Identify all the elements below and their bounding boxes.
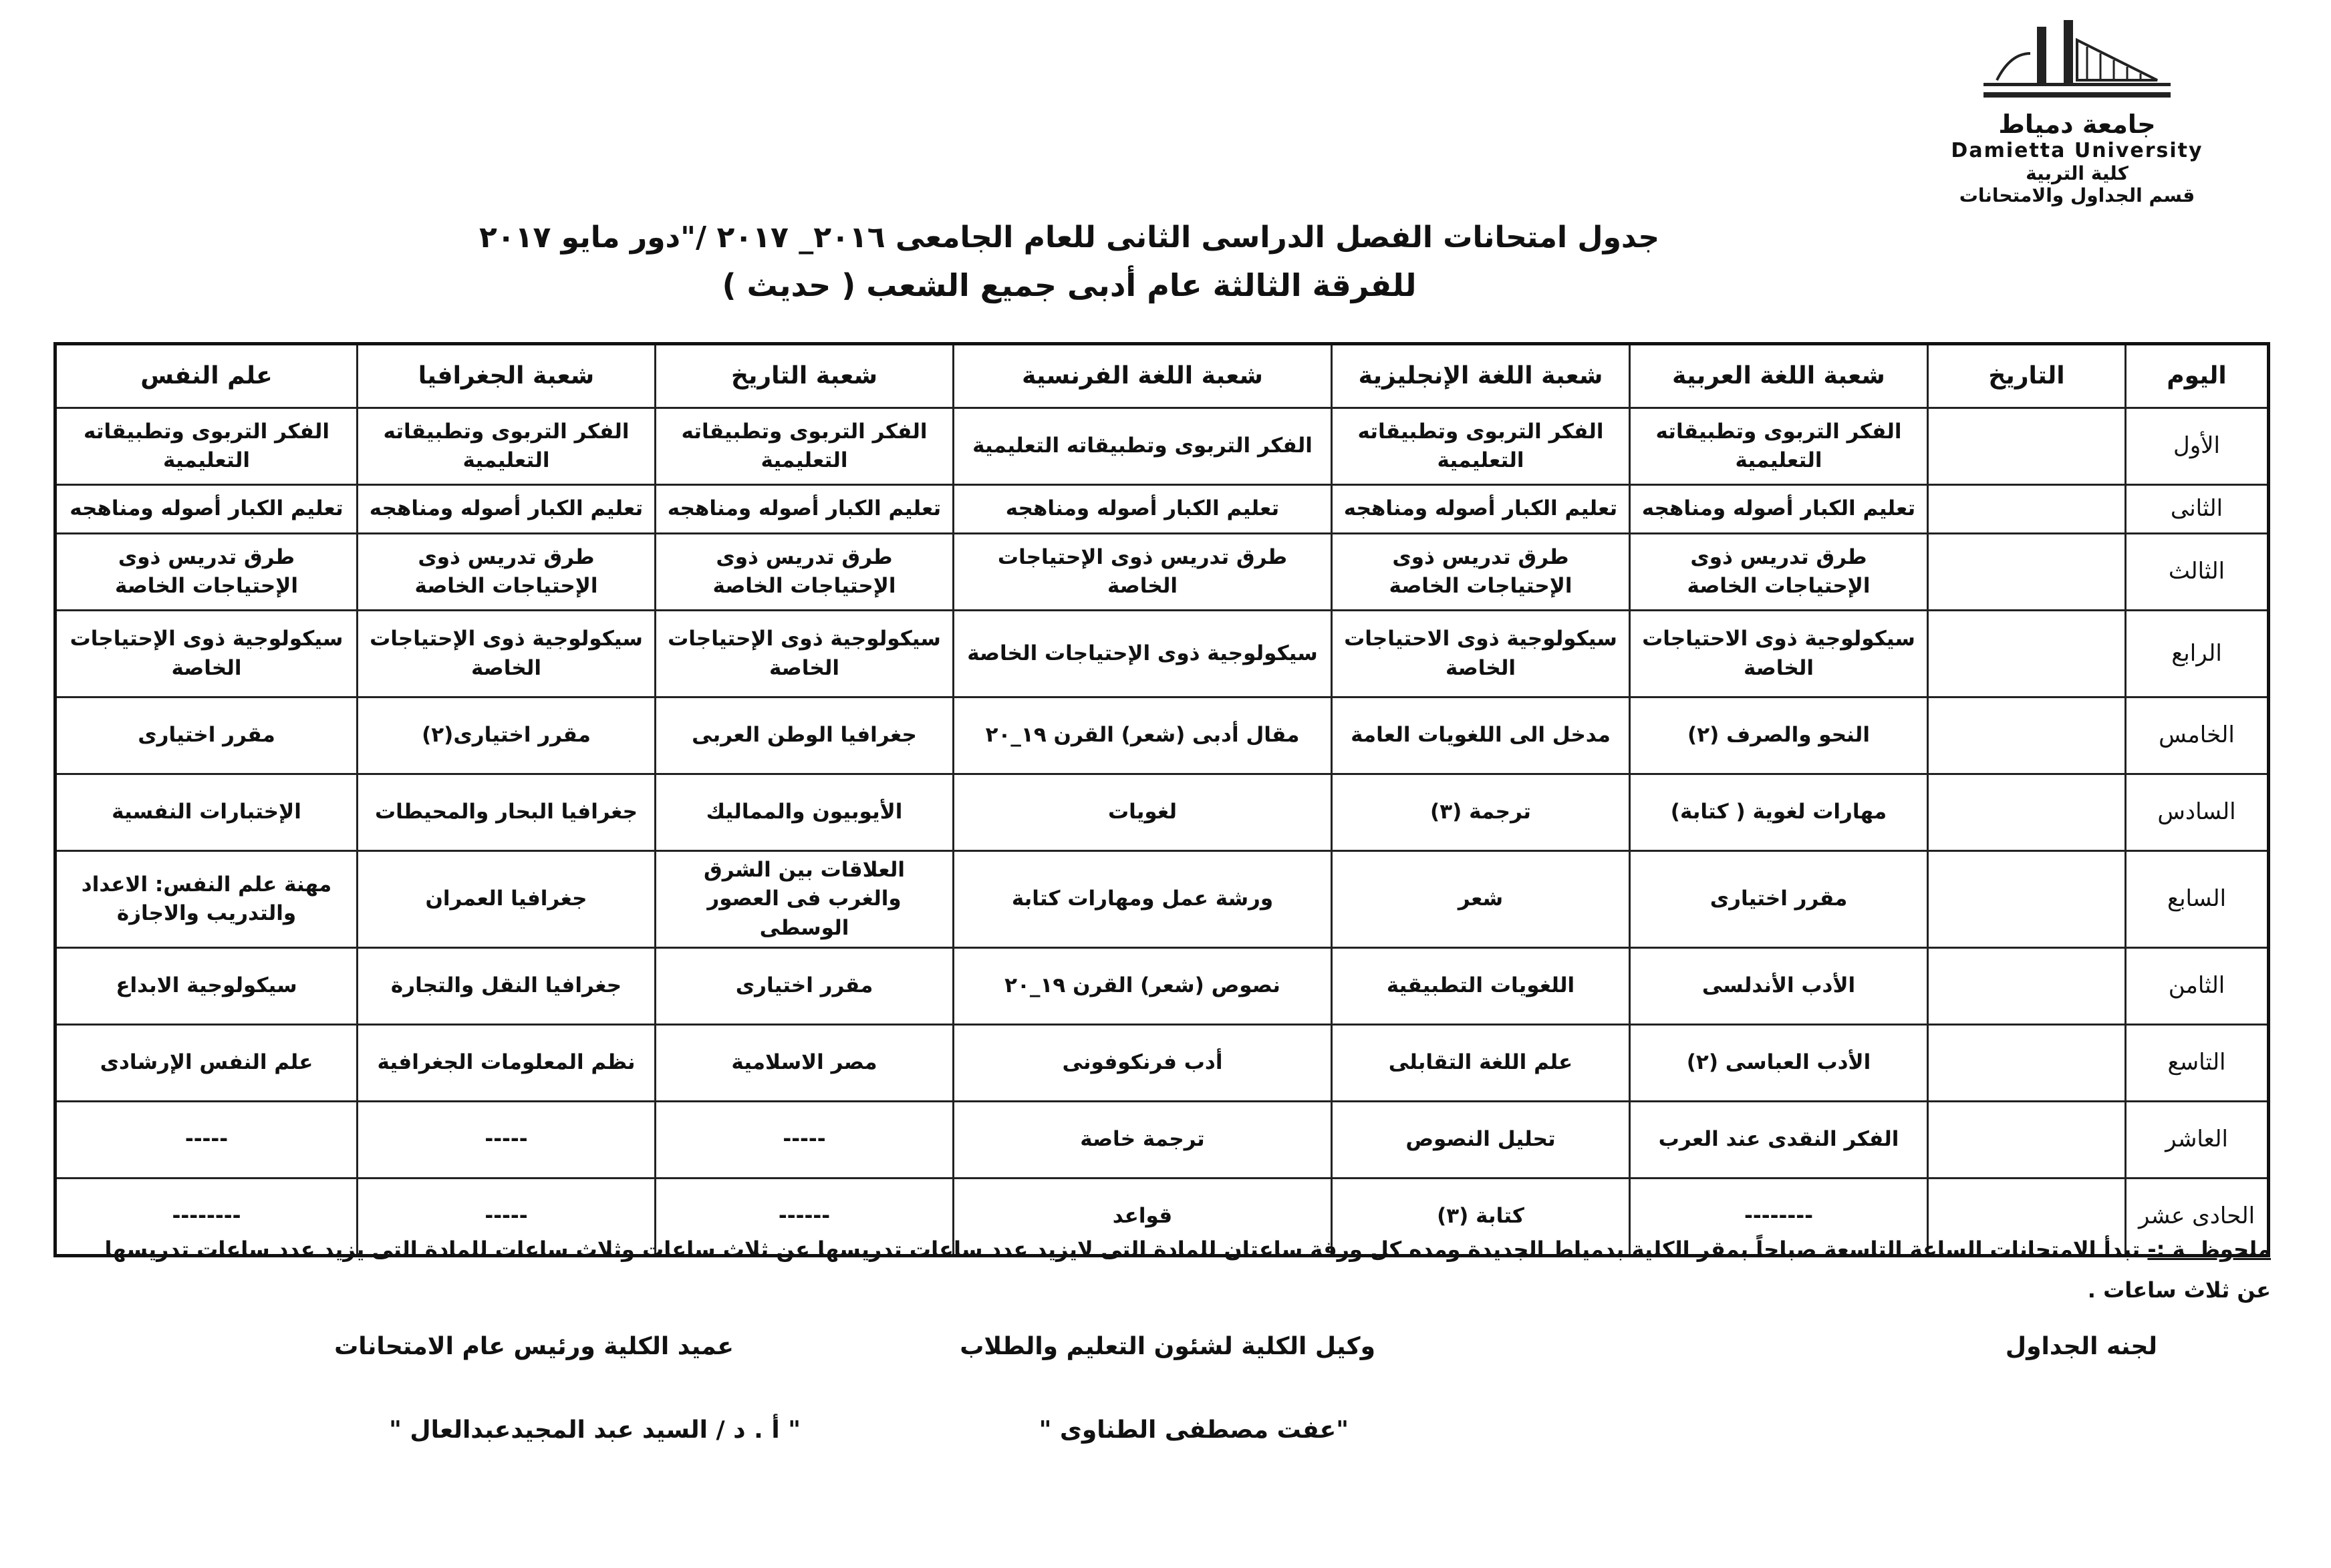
cell-subject: كتابة (٣)	[1332, 1179, 1630, 1256]
cell-subject: مقرر اختيارى(٢)	[358, 697, 656, 774]
cell-subject: النحو والصرف (٢)	[1630, 697, 1928, 774]
cell-date	[1928, 485, 2126, 534]
signature-vice-dean-name: "عفت مصطفى الطناوى "	[1039, 1416, 1349, 1444]
cell-date	[1928, 697, 2126, 774]
cell-subject: جغرافيا البحار والمحيطات	[358, 774, 656, 851]
page-title: جدول امتحانات الفصل الدراسى الثانى للعام الجامعى ٢٠١٦_ ٢٠١٧ /"دور مايو ٢٠١٧	[478, 220, 1660, 255]
cell-subject: طرق تدريس ذوى الإحتياجات الخاصة	[1332, 534, 1630, 611]
cell-day: السابع	[2126, 851, 2269, 948]
table-row	[55, 611, 2269, 697]
cell-subject: -----	[358, 1179, 656, 1256]
cell-subject: الأيوبيون والمماليك	[656, 774, 954, 851]
cell-day: الثانى	[2126, 485, 2269, 534]
cell-subject: الأدب العباسى (٢)	[1630, 1025, 1928, 1102]
cell-subject: الإختبارات النفسية	[55, 774, 358, 851]
cell-subject: مهنة علم النفس: الاعداد والتدريب والاجازة	[55, 851, 358, 948]
department-name: قسم الجداول والامتحانات	[1959, 184, 2195, 206]
cell-subject: طرق تدريس ذوى الإحتياجات الخاصة	[55, 534, 358, 611]
header-arabic: شعبة اللغة العربية	[1630, 344, 1928, 408]
cell-subject: الفكر التربوى وتطبيقاته التعليمية	[656, 408, 954, 485]
table-row	[55, 408, 2269, 485]
exam-schedule-table	[53, 342, 2270, 1257]
cell-subject: الفكر التربوى وتطبيقاته التعليمية	[55, 408, 358, 485]
cell-subject: قواعد	[954, 1179, 1332, 1256]
signature-dean-name: " أ . د / السيد عبد المجيدعبدالعال "	[389, 1416, 801, 1444]
cell-subject: مهارات لغوية ( كتابة)	[1630, 774, 1928, 851]
cell-subject: تعليم الكبار أصوله ومناهجه	[55, 485, 358, 534]
cell-subject: جغرافيا العمران	[358, 851, 656, 948]
cell-day: الرابع	[2126, 611, 2269, 697]
cell-day: السادس	[2126, 774, 2269, 851]
cell-subject: الفكر التربوى وتطبيقاته التعليمية	[954, 408, 1332, 485]
university-logo	[1930, 13, 2224, 206]
cell-subject: لغويات	[954, 774, 1332, 851]
cell-subject: --------	[1630, 1179, 1928, 1256]
table-row	[55, 948, 2269, 1025]
table-header-row	[55, 344, 2269, 408]
cell-day: الحادى عشر	[2126, 1179, 2269, 1256]
cell-day: التاسع	[2126, 1025, 2269, 1102]
table-row	[55, 774, 2269, 851]
cell-date	[1928, 1102, 2126, 1179]
cell-subject: سيكولوجية الابداع	[55, 948, 358, 1025]
cell-subject: سيكولوجية ذوى الإحتياجات الخاصة	[656, 611, 954, 697]
cell-subject: ترجمة (٣)	[1332, 774, 1630, 851]
cell-subject: علم اللغة التقابلى	[1332, 1025, 1630, 1102]
cell-subject: مدخل الى اللغويات العامة	[1332, 697, 1630, 774]
cell-subject: ورشة عمل ومهارات كتابة	[954, 851, 1332, 948]
note	[65, 1229, 2271, 1311]
cell-subject: نظم المعلومات الجغرافية	[358, 1025, 656, 1102]
cell-date	[1928, 1025, 2126, 1102]
cell-subject: سيكولوجية ذوى الإحتياجات الخاصة	[358, 611, 656, 697]
cell-subject: -----	[358, 1102, 656, 1179]
table-row	[55, 1102, 2269, 1179]
header-day: اليوم	[2126, 344, 2269, 408]
university-name-english: Damietta University	[1951, 139, 2203, 162]
cell-subject: تعليم الكبار أصوله ومناهجه	[358, 485, 656, 534]
table-row	[55, 697, 2269, 774]
note-label: ملحوظــة :-	[2147, 1237, 2271, 1262]
cell-subject: -----	[656, 1102, 954, 1179]
cell-subject: تعليم الكبار أصوله ومناهجه	[1332, 485, 1630, 534]
cell-date	[1928, 534, 2126, 611]
cell-day: الخامس	[2126, 697, 2269, 774]
cell-date	[1928, 408, 2126, 485]
cell-subject: مقرر اختيارى	[55, 697, 358, 774]
cell-subject: جغرافيا الوطن العربى	[656, 697, 954, 774]
cell-subject: طرق تدريس ذوى الإحتياجات الخاصة	[954, 534, 1332, 611]
cell-subject: الأدب الأندلسى	[1630, 948, 1928, 1025]
cell-subject: سيكولوجية ذوى الإحتياجات الخاصة	[954, 611, 1332, 697]
cell-day: الثالث	[2126, 534, 2269, 611]
university-name-arabic: جامعة دمياط	[1998, 110, 2156, 139]
cell-subject: -----	[55, 1102, 358, 1179]
cell-subject: سيكولوجية ذوى الاحتياجات الخاصة	[1332, 611, 1630, 697]
header-geography: شعبة الجغرافيا	[358, 344, 656, 408]
signature-vice-dean-title: وكيل الكلية لشئون التعليم والطلاب	[960, 1333, 1375, 1360]
cell-subject: الفكر التربوى وتطبيقاته التعليمية	[358, 408, 656, 485]
header-english: شعبة اللغة الإنجليزية	[1332, 344, 1630, 408]
cell-subject: سيكولوجية ذوى الاحتياجات الخاصة	[1630, 611, 1928, 697]
cell-subject: أدب فرنكوفونى	[954, 1025, 1332, 1102]
cell-subject: مصر الاسلامية	[656, 1025, 954, 1102]
header-history: شعبة التاريخ	[656, 344, 954, 408]
header-psychology: علم النفس	[55, 344, 358, 408]
cell-subject: تعليم الكبار أصوله ومناهجه	[1630, 485, 1928, 534]
university-emblem-icon	[1937, 13, 2217, 114]
cell-subject: الفكر التربوى وتطبيقاته التعليمية	[1630, 408, 1928, 485]
cell-subject: اللغويات التطبيقية	[1332, 948, 1630, 1025]
page-subtitle: للفرقة الثالثة عام أدبى جميع الشعب ( حديث )	[722, 267, 1417, 303]
cell-subject: طرق تدريس ذوى الإحتياجات الخاصة	[656, 534, 954, 611]
cell-subject: طرق تدريس ذوى الإحتياجات الخاصة	[358, 534, 656, 611]
cell-day: الثامن	[2126, 948, 2269, 1025]
cell-date	[1928, 611, 2126, 697]
cell-subject: مقرر اختيارى	[656, 948, 954, 1025]
table-row	[55, 534, 2269, 611]
cell-subject: مقرر اختيارى	[1630, 851, 1928, 948]
cell-subject: العلاقات بين الشرق والغرب فى العصور الوسطى	[656, 851, 954, 948]
table-row	[55, 851, 2269, 948]
cell-subject: شعر	[1332, 851, 1630, 948]
signature-dean-title: عميد الكلية ورئيس عام الامتحانات	[334, 1333, 734, 1360]
table-row	[55, 485, 2269, 534]
cell-subject: مقال أدبى (شعر) القرن ١٩_٢٠	[954, 697, 1332, 774]
header-date: التاريخ	[1928, 344, 2126, 408]
table-row	[55, 1025, 2269, 1102]
signature-committee: لجنه الجداول	[2005, 1333, 2157, 1360]
note-text: تبدأ الامتحانات الساعة التاسعة صباحاً بمقر الكلية بدمياط الجديدة ومده كل ورقة ساعتان للمادة التى لايزيد عدد ساعات تدريسها عن ثلاث ساعات وثلاث ساعات للمادة التى يزيد عدد ساعات تدريسها عن ثلاث ساعات .	[104, 1237, 2271, 1303]
cell-date	[1928, 948, 2126, 1025]
cell-date	[1928, 774, 2126, 851]
header-french: شعبة اللغة الفرنسية	[954, 344, 1332, 408]
cell-day: الأول	[2126, 408, 2269, 485]
cell-subject: تعليم الكبار أصوله ومناهجه	[954, 485, 1332, 534]
cell-subject: جغرافيا النقل والتجارة	[358, 948, 656, 1025]
cell-day: العاشر	[2126, 1102, 2269, 1179]
cell-subject: الفكر التربوى وتطبيقاته التعليمية	[1332, 408, 1630, 485]
cell-subject: سيكولوجية ذوى الإحتياجات الخاصة	[55, 611, 358, 697]
cell-subject: علم النفس الإرشادى	[55, 1025, 358, 1102]
cell-subject: ترجمة خاصة	[954, 1102, 1332, 1179]
cell-date	[1928, 851, 2126, 948]
cell-subject: تعليم الكبار أصوله ومناهجه	[656, 485, 954, 534]
cell-subject: --------	[55, 1179, 358, 1256]
faculty-name: كلية التربية	[2026, 162, 2129, 184]
cell-subject: نصوص (شعر) القرن ١٩_٢٠	[954, 948, 1332, 1025]
cell-subject: طرق تدريس ذوى الإحتياجات الخاصة	[1630, 534, 1928, 611]
cell-subject: الفكر النقدى عند العرب	[1630, 1102, 1928, 1179]
cell-subject: تحليل النصوص	[1332, 1102, 1630, 1179]
cell-subject: ------	[656, 1179, 954, 1256]
